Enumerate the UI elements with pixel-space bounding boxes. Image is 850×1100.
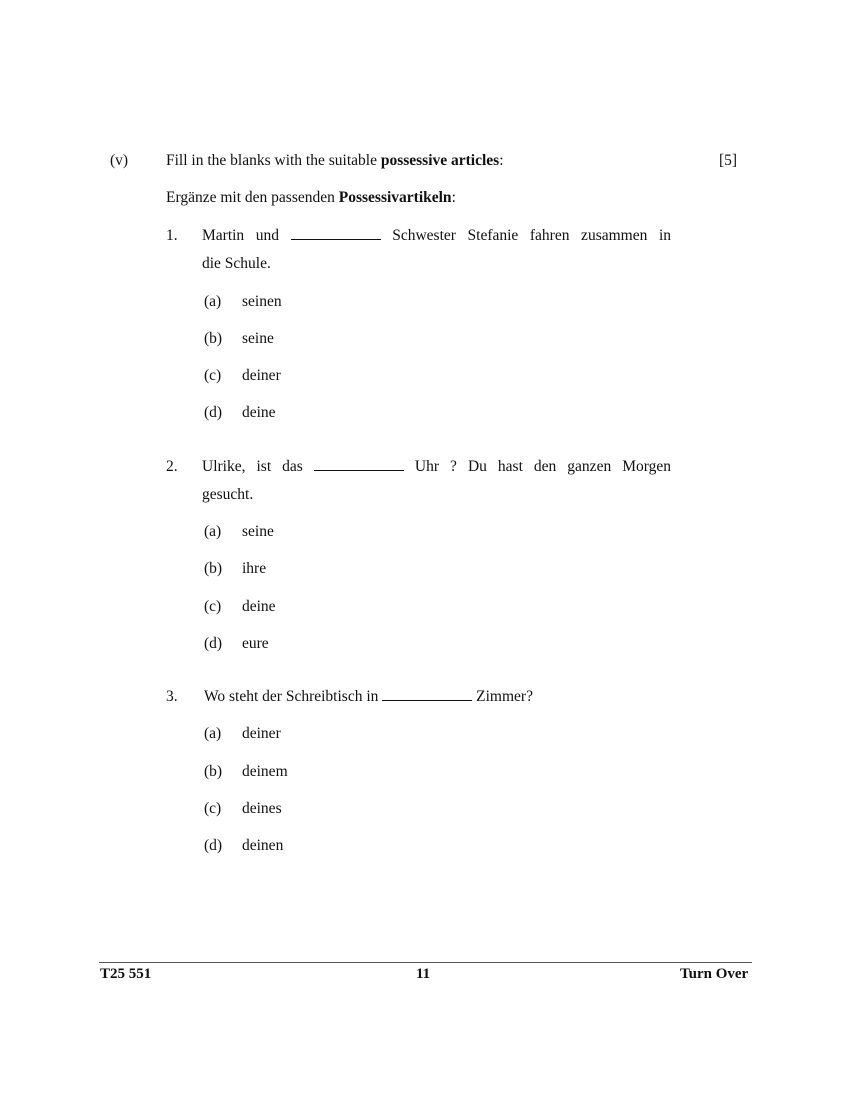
option-text: seine bbox=[242, 523, 274, 540]
option-letter: (b) bbox=[204, 763, 223, 780]
option-text: deine bbox=[242, 598, 276, 615]
option-text: seinen bbox=[242, 293, 282, 310]
option-text: ihre bbox=[242, 560, 267, 577]
footer-divider bbox=[99, 962, 752, 963]
sentence-post: Schwester Stefanie fahren zusammen in bbox=[392, 227, 671, 244]
option-letter: (c) bbox=[204, 800, 222, 817]
footer-turn-over: Turn Over bbox=[680, 966, 749, 982]
item-sentence-line1 bbox=[204, 688, 533, 706]
option-letter: (b) bbox=[204, 330, 223, 347]
item-number: 3. bbox=[166, 688, 178, 705]
instruction-english-text: Fill in the blanks with the suitable bbox=[166, 152, 381, 169]
marks-label: [5] bbox=[719, 152, 738, 169]
sentence-pre: Ulrike, ist das bbox=[202, 458, 303, 475]
sentence-pre: Martin und bbox=[202, 227, 280, 244]
option-letter: (a) bbox=[204, 523, 222, 540]
item-sentence-line2: die Schule. bbox=[202, 255, 271, 272]
footer-code: T25 551 bbox=[100, 966, 152, 982]
instruction-english-bold: possessive articles bbox=[380, 152, 500, 169]
instruction-english-colon: : bbox=[499, 152, 504, 169]
option-text: deine bbox=[242, 404, 276, 421]
answer-blank bbox=[291, 227, 381, 240]
option-text: deiner bbox=[242, 725, 281, 742]
option-letter: (a) bbox=[204, 725, 222, 742]
sentence-post: Uhr ? Du hast den ganzen Morgen bbox=[414, 458, 672, 475]
answer-blank bbox=[382, 688, 472, 701]
option-text: eure bbox=[242, 635, 269, 652]
answer-blank bbox=[314, 458, 404, 471]
instruction-german-text: Ergänze mit den passenden bbox=[166, 189, 339, 206]
item-sentence-line1 bbox=[202, 227, 671, 245]
option-letter: (d) bbox=[204, 404, 223, 421]
option-text: deiner bbox=[242, 367, 281, 384]
footer-page-number: 11 bbox=[416, 966, 431, 982]
option-text: seine bbox=[242, 330, 274, 347]
sentence-post: Zimmer? bbox=[476, 688, 533, 705]
item-number: 2. bbox=[166, 458, 178, 475]
instruction-english bbox=[166, 152, 504, 170]
instruction-german bbox=[166, 189, 456, 207]
item-number: 1. bbox=[166, 227, 178, 244]
instruction-german-bold: Possessivartikeln bbox=[338, 189, 452, 206]
instruction-german-colon: : bbox=[451, 189, 456, 206]
option-text: deinem bbox=[242, 763, 288, 780]
option-letter: (a) bbox=[204, 293, 222, 310]
option-text: deinen bbox=[242, 837, 284, 854]
option-letter: (c) bbox=[204, 598, 222, 615]
option-letter: (c) bbox=[204, 367, 222, 384]
sentence-pre: Wo steht der Schreibtisch in bbox=[204, 688, 379, 705]
option-letter: (d) bbox=[204, 635, 223, 652]
option-letter: (b) bbox=[204, 560, 223, 577]
question-number: (v) bbox=[110, 152, 129, 169]
item-sentence-line1 bbox=[202, 458, 671, 476]
option-text: deines bbox=[242, 800, 282, 817]
item-sentence-line2: gesucht. bbox=[202, 486, 254, 503]
option-letter: (d) bbox=[204, 837, 223, 854]
